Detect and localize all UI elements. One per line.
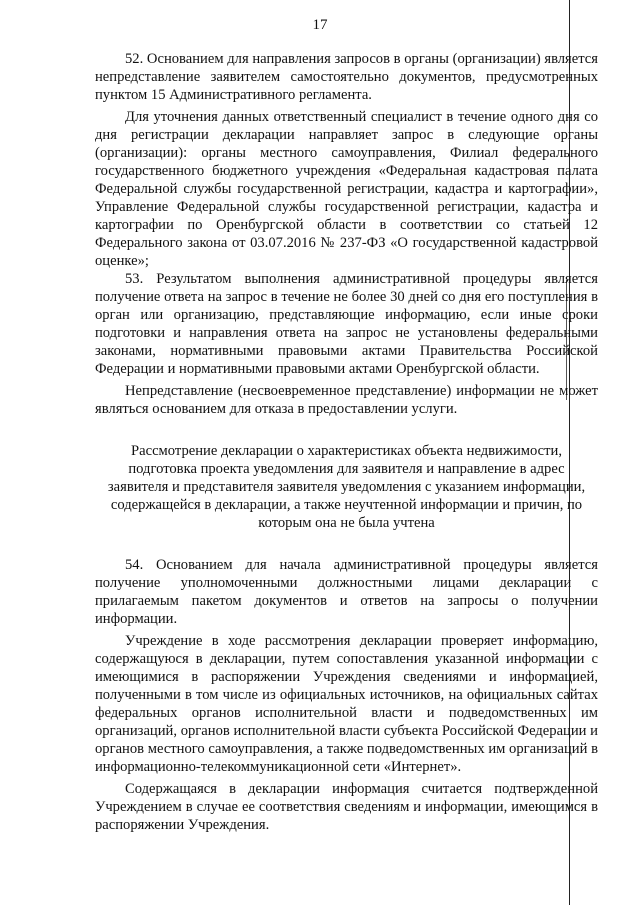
paragraph-52-details: Для уточнения данных ответственный специалист в течение одного дня со дня регистрации декларации направляет запрос в следующие органы (организации): органы местного самоуправления, Филиал федерального государственного бюджетного учреждения «Федеральная кадастровая палата Федеральной службы государственной регистрации, кадастра и картографии», Управление Федеральной службы государственной регистрации, кадастра и картографии по Оренбургской области в соответствии со статьей 12 Федерального закона от 03.07.2016 № 237-ФЗ «О государственной кадастровой оценке»; [95,109,598,269]
paragraph-52: 52. Основанием для направления запросов в органы (организации) является непредставление заявителем самостоятельно документов, предусмотренных пунктом 15 Административного регламента. [95,51,598,103]
paragraph-54-details: Учреждение в ходе рассмотрения декларации проверяет информацию, содержащуюся в декларации, путем сопоставления указанной информации с имеющимися в распоряжении Учреждения сведениями и информацией, полученными в том числе из официальных источников, на официальных сайтах федеральных органов исполнительной власти и подведомственных им организаций, органов исполнительной власти субъекта Российской Федерации и органов местного самоуправления, а также подведомственных им организаций в информационно-телекоммуникационной сети «Интернет». [95,633,598,775]
paragraph-53: 53. Результатом выполнения административной процедуры является получение ответа на запрос в течение не более 30 дней со дня его поступления в орган или организацию, представляющие информацию, если иные сроки подготовки и направления ответа на запрос не установлены федеральными законами, нормативными правовыми актами Правительства Российской Федерации и нормативными правовыми актами Оренбургской области. [95,271,598,377]
paragraph-54: 54. Основанием для начала административной процедуры является получение уполномоченными должностными лицами декларации с прилагаемым пакетом документов и ответов на запросы о получении информации. [95,557,598,627]
page-number: 17 [312,17,328,33]
paragraph-54-conclusion: Содержащаяся в декларации информация считается подтвержденной Учреждением в случае ее соответствия сведениям и информации, имеющимся в распоряжении Учреждения. [95,781,598,833]
section-heading: Рассмотрение декларации о характеристиках объекта недвижимости, подготовка проекта уведомления для заявителя и направление в адрес заявителя и представителя заявителя уведомления с указанием информации, содержащейся в декларации, а также неучтенной информации и причин, по которым она не была учтена [107,443,586,531]
document-body [95,50,598,834]
paragraph-53-details: Непредставление (несвоевременное представление) информации не может являться основанием для отказа в предоставлении услуги. [95,383,598,417]
